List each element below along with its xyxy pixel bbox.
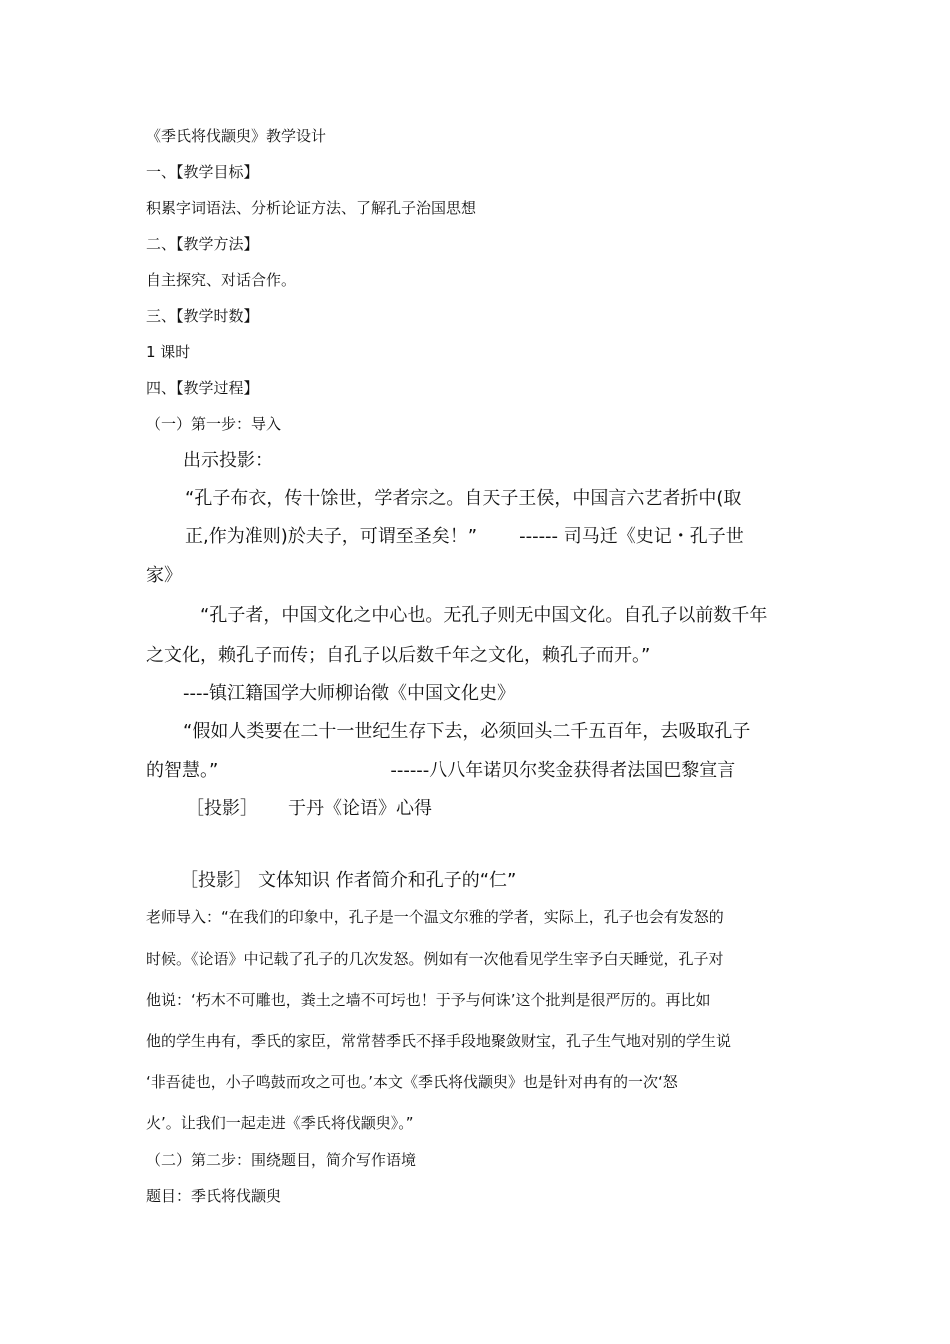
projection-genre-text: 文体知识 作者简介和孔子的“仁” [258, 870, 517, 891]
methods-text: 自主探究、对话合作。 [146, 271, 297, 289]
objectives-text: 积累字词语法、分析论证方法、了解孔子治国思想 [146, 199, 477, 217]
quote-sima-qian-source: ------ 司马迁《史记・孔子世 [519, 526, 744, 547]
quote-liu-yizheng-line-1: “孔子者，中国文化之中心也。无孔子则无中国文化。自孔子以前数千年 [200, 605, 768, 626]
quote-sima-qian-line-1: “孔子布衣，传十馀世，学者宗之。自天子王侯，中国言六艺者折中(取 [185, 488, 742, 509]
quote-paris-line-1: “假如人类要在二十一世纪生存下去，必须回头二千五百年，去吸取孔子 [183, 721, 751, 742]
teacher-intro-line-1: 老师导入：“在我们的印象中，孔子是一个温文尔雅的学者，实际上，孔子也会有发怒的 [146, 908, 724, 926]
step-one-heading: （一）第一步：导入 [146, 415, 282, 433]
teacher-intro-line-3: 他说：‘朽木不可雕也，粪土之墙不可圬也！于予与何诛’这个批判是很严厉的。再比如 [146, 991, 711, 1009]
teacher-intro-line-2: 时候。《论语》中记载了孔子的几次发怒。例如有一次他看见学生宰予白天睡觉，孔子对 [146, 950, 724, 968]
teacher-intro-line-6: 火’。让我们一起走进《季氏将伐颛臾》。” [146, 1114, 414, 1132]
quote-sima-qian-line-3: 家》 [146, 565, 182, 586]
projection-yu-dan-text: 于丹《论语》心得 [288, 798, 432, 819]
step-two-heading: （二）第二步：围绕题目，简介写作语境 [146, 1151, 417, 1169]
section-heading-process: 四、【教学过程】 [146, 379, 259, 397]
document-title: 《季氏将伐颛臾》教学设计 [146, 127, 327, 145]
topic-line: 题目：季氏将伐颛臾 [146, 1187, 282, 1205]
quote-liu-yizheng-line-2: 之文化，赖孔子而传；自孔子以后数千年之文化，赖孔子而开。” [146, 645, 651, 666]
projection-tag: ［投影］ [186, 798, 258, 819]
projection-genre-knowledge [180, 870, 516, 892]
quote-liu-yizheng-source: ----镇江籍国学大师柳诒徵《中国文化史》 [183, 683, 515, 704]
quote-paris-text: 的智慧。” [146, 760, 219, 781]
quote-sima-qian-text: 正,作为准则)於夫子，可谓至圣矣！” [185, 526, 478, 547]
section-heading-objectives: 一、【教学目标】 [146, 163, 259, 181]
projection-yu-dan [186, 798, 432, 820]
quote-sima-qian-line-2 [185, 526, 744, 548]
projection-tag: ［投影］ [180, 870, 252, 891]
teacher-intro-line-4: 他的学生冉有，季氏的家臣，常常替季氏不择手段地聚敛财宝，孔子生气地对别的学生说 [146, 1032, 732, 1050]
section-heading-methods: 二、【教学方法】 [146, 235, 259, 253]
hours-text: 1 课时 [146, 343, 191, 361]
quote-paris-source: ------八八年诺贝尔奖金获得者法国巴黎宣言 [390, 760, 736, 781]
section-heading-hours: 三、【教学时数】 [146, 307, 259, 325]
teacher-intro-line-5: ‘非吾徒也，小子鸣鼓而攻之可也。’本文《季氏将伐颛臾》也是针对冉有的一次‘怒 [146, 1073, 678, 1091]
quote-paris-line-2 [146, 760, 735, 782]
show-projection-label: 出示投影： [183, 450, 273, 471]
